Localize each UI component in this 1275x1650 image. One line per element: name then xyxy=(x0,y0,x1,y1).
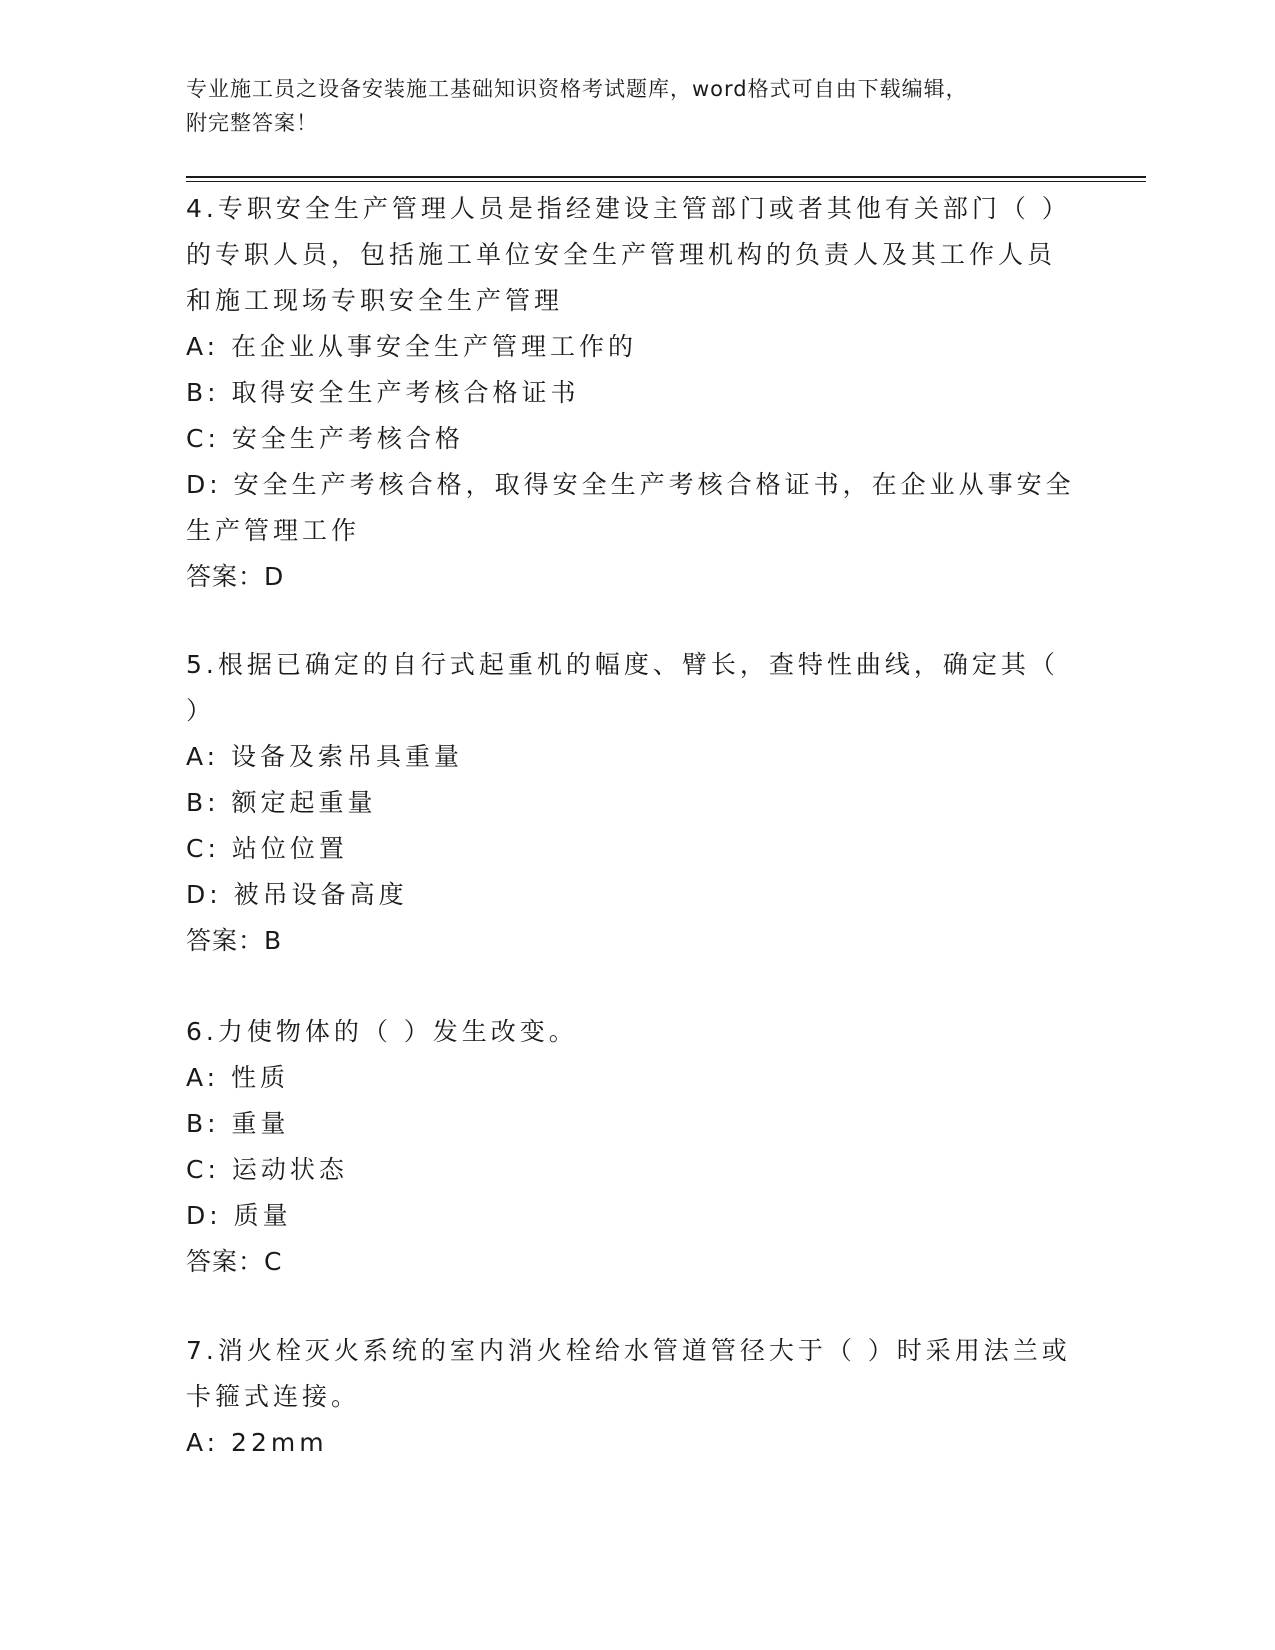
question-stem-line: 卡箍式连接。 xyxy=(186,1382,361,1411)
question-6 xyxy=(186,1009,1086,1285)
header-line-1: 专业施工员之设备安装施工基础知识资格考试题库，word格式可自由下载编辑， xyxy=(186,77,968,101)
document-header xyxy=(186,72,1066,140)
answer-line: 答案：D xyxy=(186,562,285,591)
option-a: A: 性质 xyxy=(186,1063,290,1092)
question-stem-line: 和施工现场专职安全生产管理 xyxy=(186,286,564,315)
question-stem-line: 5.根据已确定的自行式起重机的幅度、臂长，查特性曲线，确定其（ xyxy=(186,650,1059,679)
question-stem-line: ） xyxy=(186,696,216,725)
option-d: D: 被吊设备高度 xyxy=(186,880,408,909)
header-line-2: 附完整答案！ xyxy=(186,111,318,135)
option-d-continued: 生产管理工作 xyxy=(186,516,361,545)
option-a: A: 22mm xyxy=(186,1428,328,1457)
option-b: B: 重量 xyxy=(186,1109,290,1138)
header-divider-thick xyxy=(186,176,1146,178)
option-b: B: 取得安全生产考核合格证书 xyxy=(186,378,580,407)
option-c: C: 运动状态 xyxy=(186,1155,348,1184)
option-c: C: 站位位置 xyxy=(186,834,348,863)
question-stem-line: 6.力使物体的（ ）发生改变。 xyxy=(186,1017,578,1046)
question-5 xyxy=(186,642,1086,964)
header-divider-thin xyxy=(186,181,1146,182)
answer-line: 答案：C xyxy=(186,1247,283,1276)
option-c: C: 安全生产考核合格 xyxy=(186,424,464,453)
question-4 xyxy=(186,186,1086,600)
option-a: A: 在企业从事安全生产管理工作的 xyxy=(186,332,638,361)
option-d: D: 质量 xyxy=(186,1201,292,1230)
option-a: A: 设备及索吊具重量 xyxy=(186,742,464,771)
option-b: B: 额定起重量 xyxy=(186,788,377,817)
question-7 xyxy=(186,1328,1086,1466)
answer-line: 答案：B xyxy=(186,926,283,955)
question-stem-line: 4.专职安全生产管理人员是指经建设主管部门或者其他有关部门（ ） xyxy=(186,194,1071,223)
question-stem-line: 的专职人员，包括施工单位安全生产管理机构的负责人及其工作人员 xyxy=(186,240,1057,269)
question-stem-line: 7.消火栓灭火系统的室内消火栓给水管道管径大于（ ）时采用法兰或 xyxy=(186,1336,1071,1365)
option-d: D: 安全生产考核合格，取得安全生产考核合格证书，在企业从事安全 xyxy=(186,470,1075,499)
